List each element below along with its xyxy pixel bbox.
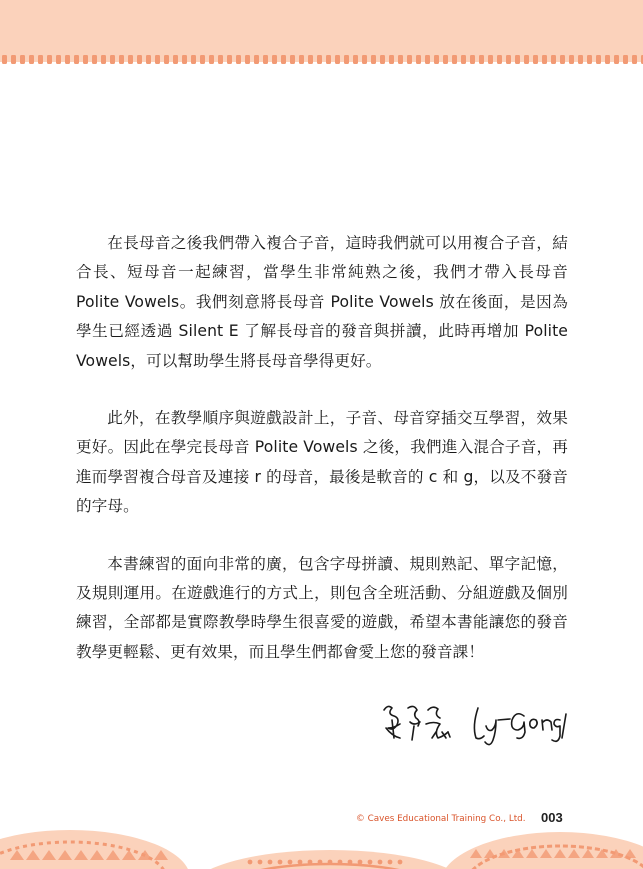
- header-dash: [173, 55, 178, 64]
- paragraph-1: 在長母音之後我們帶入複合子音，這時我們就可以用複合子音，結合長、短母音一起練習，當學生非常純熟之後，我們才帶入長母音 Polite Vowels。我們刻意將長母音 Polite Vowels 放在後面，是因為學生已經透過 Silent E 了解長母音的發音與拼讀，此時再增加 Polite Vowels，可以幫助學生將長母音學得更好。: [76, 234, 568, 370]
- copyright-text: © Caves Educational Training Co., Ltd.: [356, 814, 526, 824]
- header-dash: [380, 55, 385, 64]
- header-dash: [533, 55, 538, 64]
- deco-dot: [338, 860, 343, 865]
- deco-dot: [278, 860, 283, 865]
- header-dash: [290, 55, 295, 64]
- header-dash: [218, 55, 223, 64]
- header-dash: [389, 55, 394, 64]
- deco-dot: [358, 860, 363, 865]
- deco-arc-center: [190, 850, 470, 869]
- header-dash: [65, 55, 70, 64]
- deco-arc-right: [440, 832, 643, 869]
- deco-dot: [288, 860, 293, 865]
- header-dash: [11, 55, 16, 64]
- deco-dot: [388, 860, 393, 865]
- header-dash: [425, 55, 430, 64]
- deco-dot: [308, 860, 313, 865]
- deco-arc-left: [0, 830, 190, 869]
- deco-dot: [258, 860, 263, 865]
- header-dash: [614, 55, 619, 64]
- header-dash: [164, 55, 169, 64]
- author-signature: [380, 698, 570, 748]
- deco-dot: [378, 860, 383, 865]
- header-dash: [146, 55, 151, 64]
- deco-dot: [328, 860, 333, 865]
- header-dash: [335, 55, 340, 64]
- header-dash: [596, 55, 601, 64]
- header-dash: [308, 55, 313, 64]
- header-dash: [353, 55, 358, 64]
- header-dash: [209, 55, 214, 64]
- header-dash: [29, 55, 34, 64]
- header-dash: [587, 55, 592, 64]
- header-dash: [155, 55, 160, 64]
- header-dash: [398, 55, 403, 64]
- header-dash: [227, 55, 232, 64]
- header-dash: [569, 55, 574, 64]
- header-dash: [272, 55, 277, 64]
- preface-body: [76, 229, 568, 695]
- header-dash: [371, 55, 376, 64]
- header-dash: [479, 55, 484, 64]
- header-dash: [191, 55, 196, 64]
- deco-dot: [318, 860, 323, 865]
- paragraph-2: 此外，在教學順序與遊戲設計上，子音、母音穿插交互學習，效果更好。因此在學完長母音 Polite Vowels 之後，我們進入混合子音，再進而學習複合母音及連接 r 的母音，最後是軟音的 c 和 g，以及不發音的字母。: [76, 409, 568, 516]
- deco-dot: [268, 860, 273, 865]
- header-dashed-border: [0, 46, 643, 68]
- header-dash: [560, 55, 565, 64]
- header-dash: [2, 55, 7, 64]
- header-dash: [299, 55, 304, 64]
- header-dash: [101, 55, 106, 64]
- header-dash: [326, 55, 331, 64]
- deco-dot: [248, 860, 253, 865]
- header-dash: [470, 55, 475, 64]
- header-dash: [38, 55, 43, 64]
- page-number: 003: [541, 810, 563, 825]
- header-dash: [524, 55, 529, 64]
- header-dash: [263, 55, 268, 64]
- header-dash: [434, 55, 439, 64]
- header-dash: [461, 55, 466, 64]
- header-dash: [92, 55, 97, 64]
- header-dash: [452, 55, 457, 64]
- deco-dot: [298, 860, 303, 865]
- header-dash: [623, 55, 628, 64]
- header-dash: [443, 55, 448, 64]
- header-dash: [416, 55, 421, 64]
- header-dash: [407, 55, 412, 64]
- header-dash: [506, 55, 511, 64]
- header-dash: [488, 55, 493, 64]
- header-dash: [281, 55, 286, 64]
- header-dash: [119, 55, 124, 64]
- header-dash: [362, 55, 367, 64]
- paragraph-3: 本書練習的面向非常的廣，包含字母拼讀、規則熟記、單字記憶，及規則運用。在遊戲進行的方式上，則包含全班活動、分組遊戲及個別練習，全部都是實際教學時學生很喜愛的遊戲，希望本書能讓您的發音教學更輕鬆、更有效果，而且學生們都會愛上您的發音課！: [76, 554, 568, 661]
- header-dash: [83, 55, 88, 64]
- header-dash: [254, 55, 259, 64]
- header-dash: [200, 55, 205, 64]
- header-dash: [497, 55, 502, 64]
- header-dash: [551, 55, 556, 64]
- header-dash: [344, 55, 349, 64]
- header-dash: [56, 55, 61, 64]
- header-dash: [128, 55, 133, 64]
- header-dash: [542, 55, 547, 64]
- header-dash: [236, 55, 241, 64]
- header-dash: [245, 55, 250, 64]
- header-dash: [578, 55, 583, 64]
- header-dash: [182, 55, 187, 64]
- header-dash: [317, 55, 322, 64]
- header-dash: [110, 55, 115, 64]
- header-dash: [515, 55, 520, 64]
- deco-dot: [368, 860, 373, 865]
- deco-dot: [398, 860, 403, 865]
- deco-dot: [348, 860, 353, 865]
- header-dash: [74, 55, 79, 64]
- header-dash: [605, 55, 610, 64]
- header-dash: [20, 55, 25, 64]
- header-dash: [137, 55, 142, 64]
- header-dash: [47, 55, 52, 64]
- header-dash: [632, 55, 637, 64]
